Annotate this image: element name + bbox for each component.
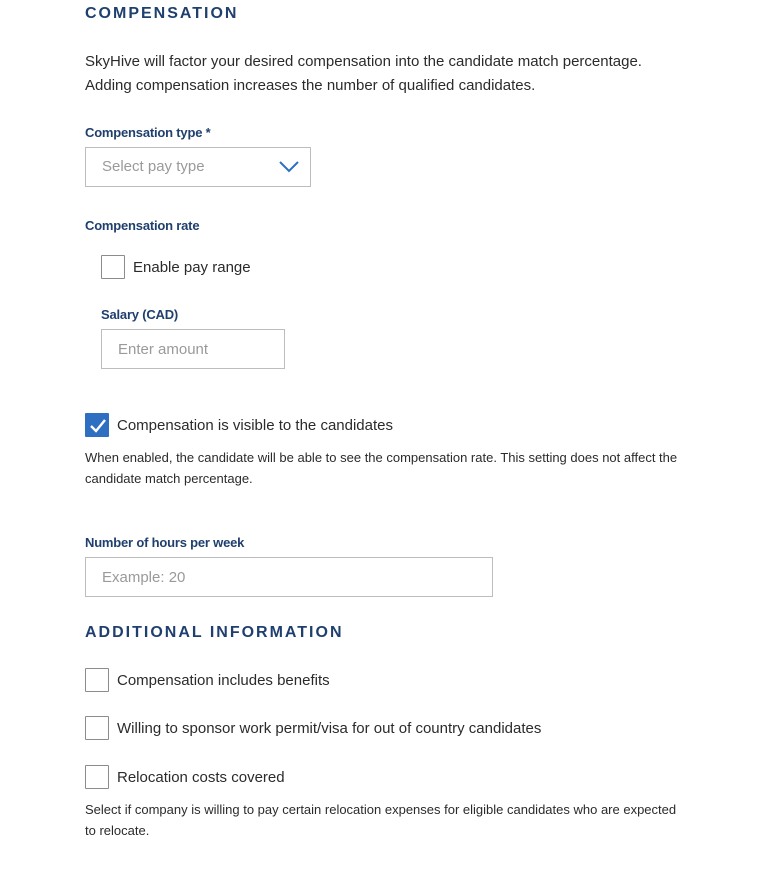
checkmark-icon (89, 418, 107, 433)
enable-pay-range-label: Enable pay range (133, 259, 251, 276)
sponsor-visa-checkbox[interactable] (85, 716, 109, 740)
compensation-type-label: Compensation type * (85, 125, 211, 140)
additional-info-section-title: ADDITIONAL INFORMATION (85, 624, 344, 641)
benefits-label: Compensation includes benefits (117, 672, 330, 689)
enable-pay-range-checkbox[interactable] (101, 255, 125, 279)
relocation-label: Relocation costs covered (117, 769, 285, 786)
relocation-helper: Select if company is willing to pay certain relocation expenses for eligible candidates who are expected to relocate. (85, 802, 677, 838)
salary-label: Salary (CAD) (101, 307, 179, 322)
hours-per-week-label: Number of hours per week (85, 535, 245, 550)
hours-per-week-input[interactable] (85, 557, 493, 597)
compensation-intro-text: SkyHive will factor your desired compensation into the candidate match percentage. Adding compensation increases the number of qualified candidates. (85, 53, 642, 94)
sponsor-visa-label: Willing to sponsor work permit/visa for out of country candidates (117, 720, 542, 737)
compensation-type-placeholder: Select pay type (102, 158, 205, 175)
relocation-checkbox[interactable] (85, 765, 109, 789)
chevron-down-icon (278, 160, 300, 174)
compensation-visible-helper: When enabled, the candidate will be able to see the compensation rate. This setting does not affect the candidate match percentage. (85, 450, 678, 486)
compensation-section-title: COMPENSATION (85, 5, 239, 22)
compensation-visible-label: Compensation is visible to the candidates (117, 417, 393, 434)
benefits-checkbox[interactable] (85, 668, 109, 692)
compensation-visible-checkbox[interactable] (85, 413, 109, 437)
compensation-type-select[interactable] (85, 147, 311, 187)
salary-input[interactable] (101, 329, 285, 369)
compensation-rate-label: Compensation rate (85, 218, 200, 233)
